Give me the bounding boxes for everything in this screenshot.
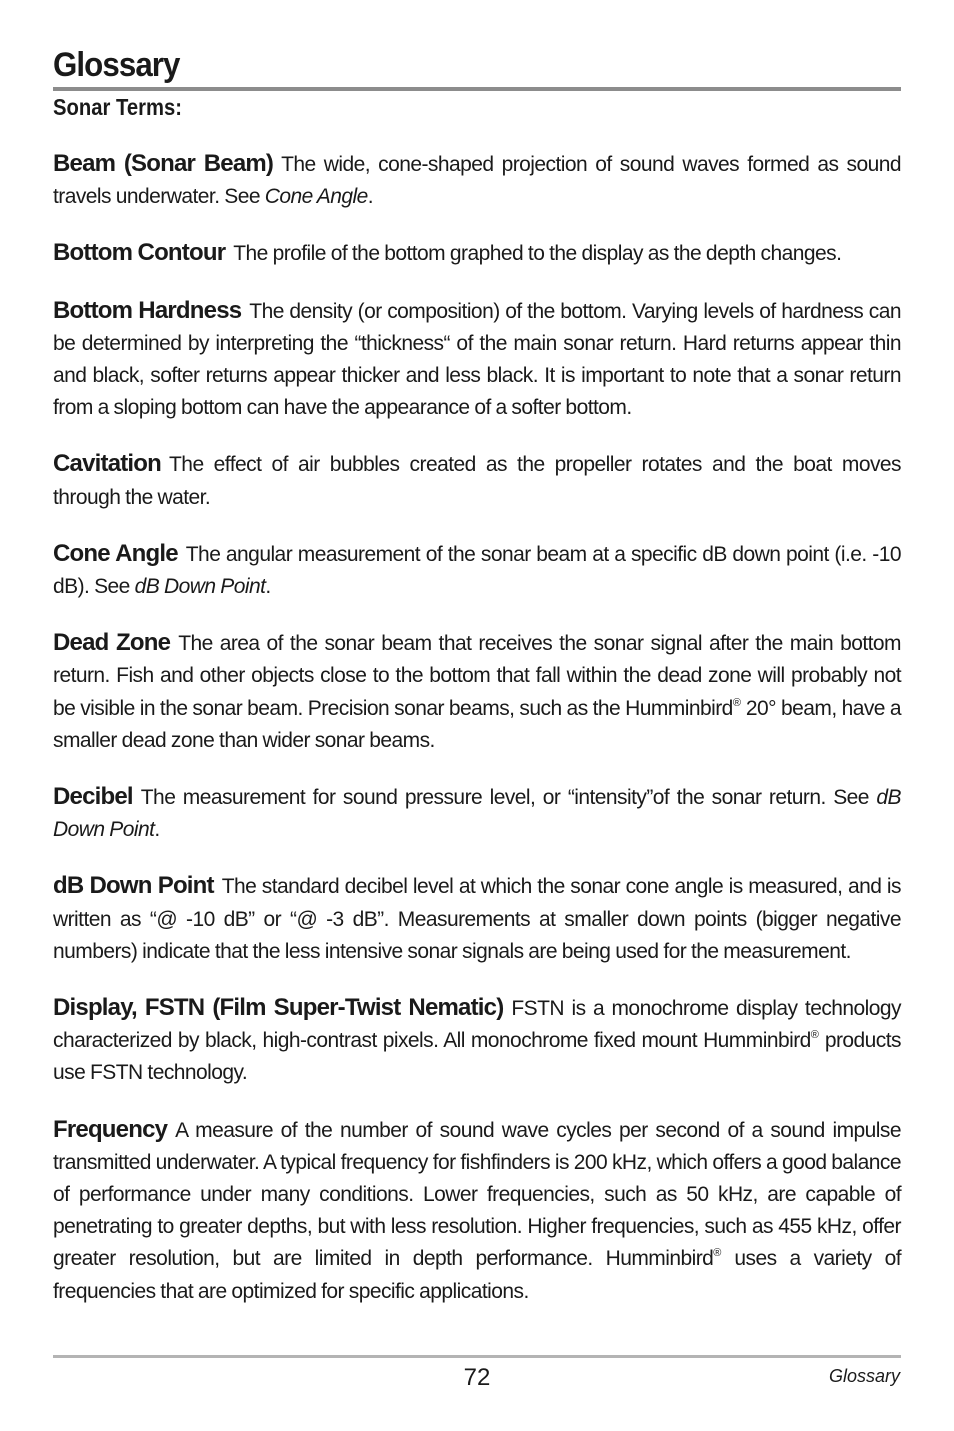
- glossary-entry: [53, 781, 901, 846]
- glossary-definition: A measure of the number of sound wave cycles per second of a sound impulse transmitted underwater. A typical frequency for fishfinders is 200 kHz, which offers a good balance of performance under many conditions. Lower frequencies, such as 50 kHz, are capable of penetrating to greater depths, but with less resolution. Higher frequencies, such as 455 kHz, offer greater resolution, but are limited in depth performance. Humminbird: [53, 1118, 901, 1271]
- glossary-entry: [53, 538, 901, 603]
- glossary-definition: FSTN is a monochrome display technology characterized by black, high-contrast pixels. All monochrome fixed mount Humminbird: [53, 997, 901, 1053]
- glossary-definition: The standard decibel level at which the sonar cone angle is measured, and is written as “@ -10 dB” or “@ -3 dB”. Measurements at smaller down points (bigger negative numbers) indicate that the less intensive sonar signals are being used for the measurement.: [53, 875, 901, 963]
- glossary-entry: [53, 627, 901, 757]
- definition-end: .: [154, 818, 160, 842]
- glossary-entry: [53, 448, 901, 513]
- glossary-term: Decibel: [53, 783, 133, 811]
- footer-section-label: Glossary: [828, 1366, 900, 1386]
- glossary-term: Bottom Hardness: [53, 296, 242, 324]
- glossary-entry: [53, 237, 901, 270]
- glossary-entry: [53, 148, 901, 213]
- glossary-definition: The wide, cone-shaped projection of sound waves formed as sound travels underwater. See: [53, 153, 901, 209]
- footer-divider: [53, 1355, 901, 1358]
- page-title: Glossary: [53, 46, 180, 84]
- glossary-term: Cavitation: [53, 450, 162, 478]
- section-heading: Sonar Terms:: [53, 94, 182, 120]
- glossary-entries: [53, 148, 901, 1308]
- glossary-entry: [53, 870, 901, 968]
- glossary-definition: The profile of the bottom graphed to the display as the depth changes.: [233, 242, 842, 266]
- glossary-term: Beam (Sonar Beam): [53, 150, 274, 177]
- registered-mark: ®: [732, 696, 741, 709]
- glossary-term: Display, FSTN (Film Super-Twist Nematic): [53, 994, 504, 1022]
- glossary-definition: The angular measurement of the sonar beam at a specific dB down point (i.e. -10 dB). See: [53, 542, 901, 599]
- definition-end: uses a variety of frequencies that are optimized for specific applications.: [53, 1247, 901, 1303]
- glossary-definition: The measurement for sound pressure level, or “intensity”of the sonar return. See: [140, 786, 877, 810]
- cross-reference: dB Down Point: [134, 575, 266, 599]
- registered-mark: ®: [713, 1247, 722, 1260]
- definition-end: .: [265, 575, 271, 599]
- glossary-definition: The area of the sonar beam that receives the sonar signal after the main bottom return. Fish and other objects close to the bottom that fall within the dead zone will probably not be visible in the sonar beam. Precision sonar beams, such as the Humminbird: [53, 632, 901, 720]
- title-divider: [53, 87, 901, 91]
- glossary-term: Bottom Contour: [53, 239, 226, 267]
- glossary-entry: [53, 295, 901, 425]
- cross-reference: dB Down Point: [53, 786, 901, 842]
- glossary-entry: [53, 992, 901, 1090]
- glossary-entry: [53, 1114, 901, 1308]
- cross-reference: Cone Angle: [264, 185, 368, 209]
- glossary-term: Dead Zone: [53, 629, 171, 657]
- glossary-term: dB Down Point: [53, 872, 214, 900]
- definition-end: products use FSTN technology.: [53, 1029, 901, 1085]
- glossary-term: Frequency: [53, 1115, 168, 1143]
- glossary-definition: The density (or composition) of the bottom. Varying levels of hardness can be determined by interpreting the “thickness“ of the main sonar return. Hard returns appear thin and black, softer returns appear thicker and less black. It is important to note that a sonar return from a sloping bottom can have the appearance of a softer bottom.: [53, 299, 901, 420]
- page-number: 72: [463, 1364, 491, 1391]
- registered-mark: ®: [810, 1029, 819, 1042]
- definition-end: 20° beam, have a smaller dead zone than wider sonar beams.: [53, 696, 902, 752]
- definition-end: .: [367, 185, 374, 209]
- glossary-definition: The effect of air bubbles created as the propeller rotates and the boat moves through the water.: [53, 453, 901, 509]
- glossary-term: Cone Angle: [53, 539, 178, 567]
